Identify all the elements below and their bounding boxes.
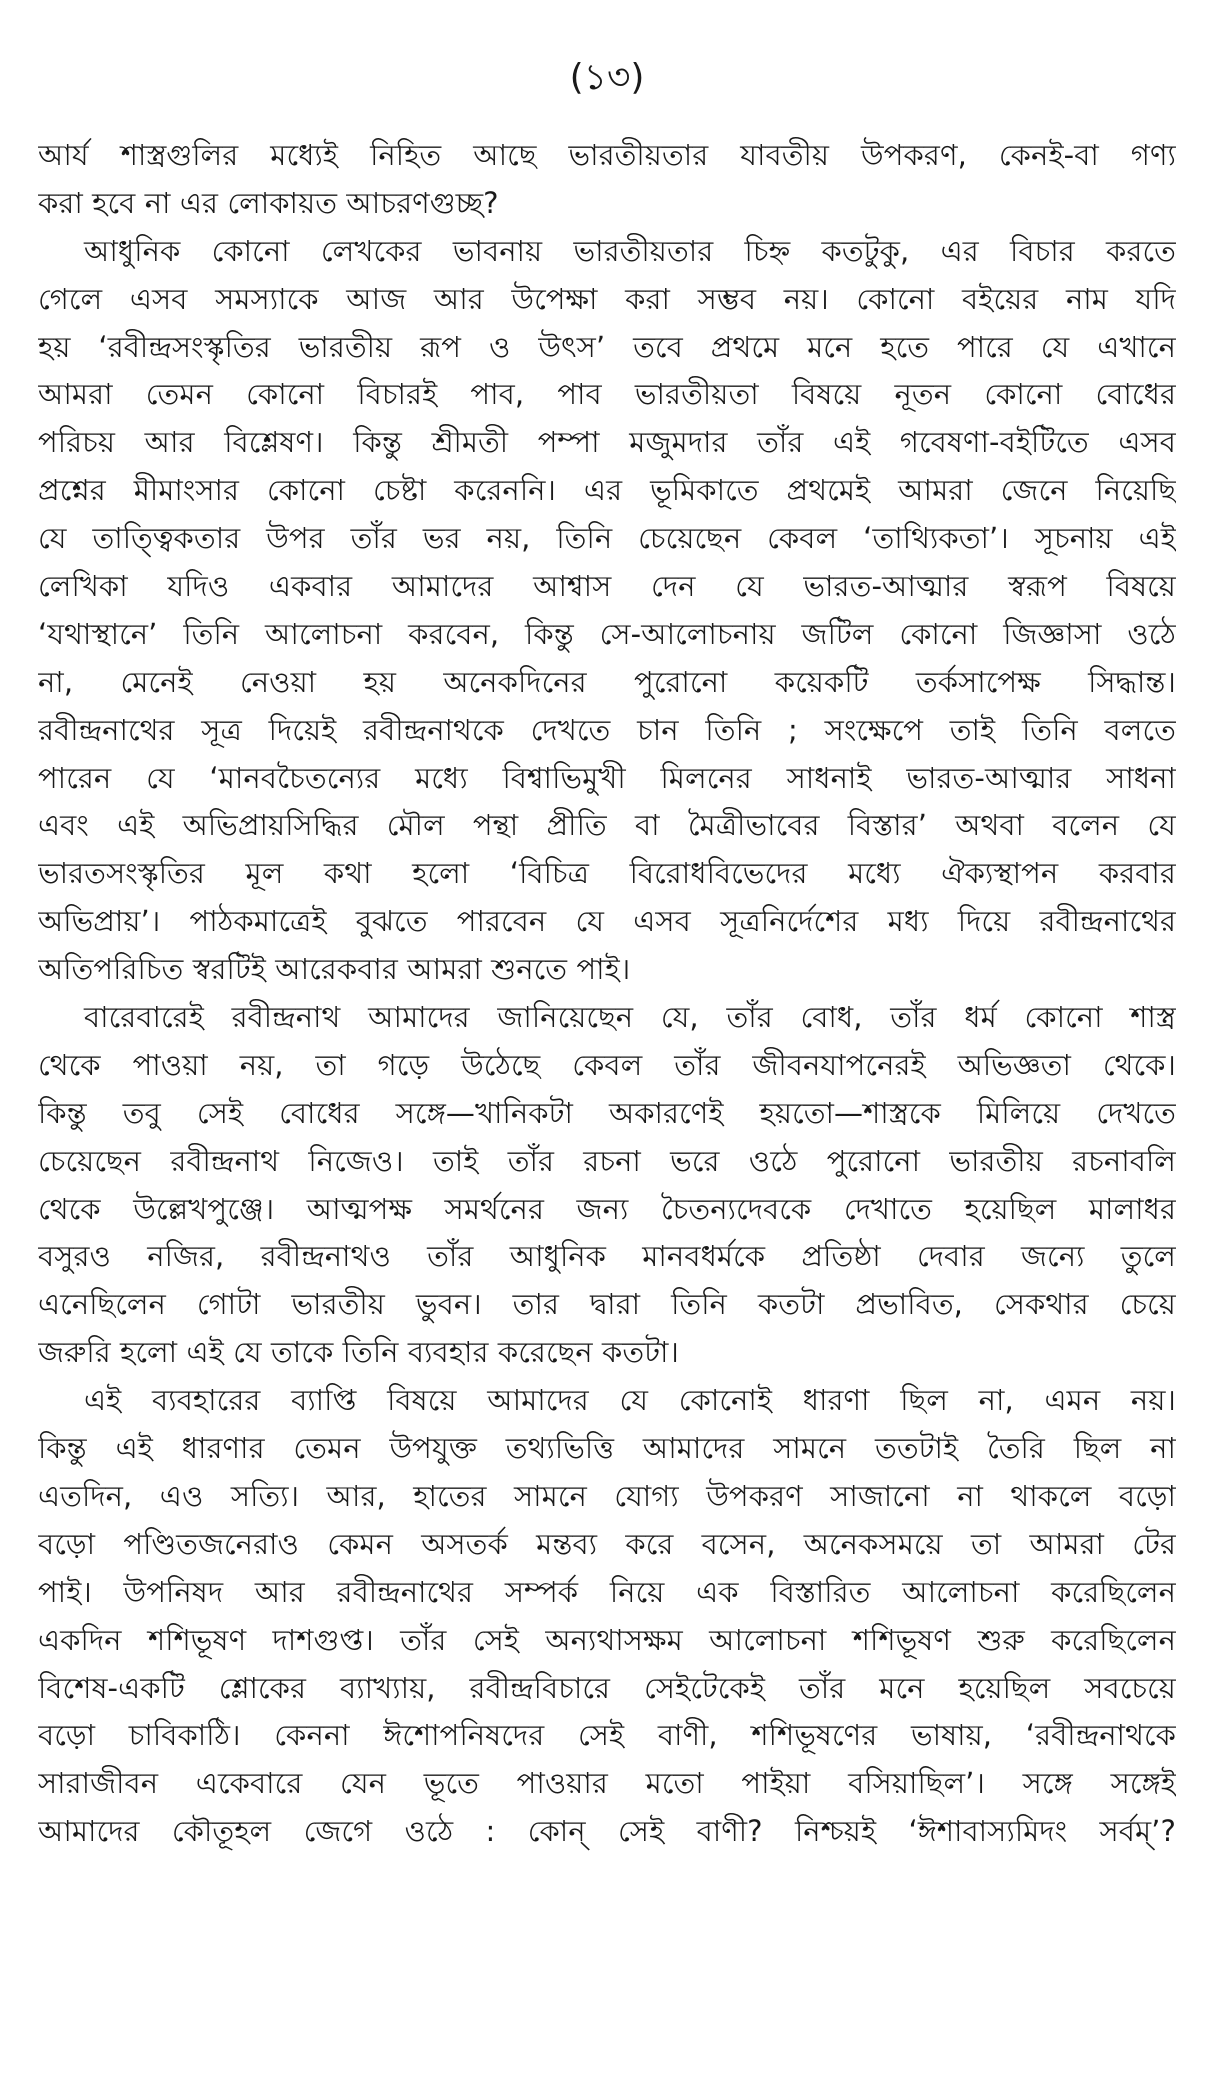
text-line: পরিচয় আর বিশ্লেষণ। কিন্তু শ্রীমতী পম্পা মজুমদার তাঁর এই গবেষণা-বইটিতে এসব [38,425,1176,460]
text-line: আর্য শাস্ত্রগুলির মধ্যেই নিহিত আছে ভারতীয়তার যাবতীয় উপকরণ, কেনই-বা গণ্য [38,138,1176,172]
text-line: ‘যথাস্থানে’ তিনি আলোচনা করবেন, কিন্তু সে-আলোচনায় জটিল কোনো জিজ্ঞাসা ওঠে [38,616,1176,651]
text-line: হয় ‘রবীন্দ্রসংস্কৃতির ভারতীয় রূপ ও উৎস’ তবে প্রথমে মনে হতে পারে যে এখানে [38,329,1176,364]
text-line: এবং এই অভিপ্রায়সিদ্ধির মৌল পন্থা প্রীতি বা মৈত্রীভাবের বিস্তার’ অথবা বলেন যে [38,808,1176,843]
text-line: প্রশ্নের মীমাংসার কোনো চেষ্টা করেননি। এর ভূমিকাতে প্রথমেই আমরা জেনে নিয়েছি [38,473,1176,508]
text-line: ভারতসংস্কৃতির মূল কথা হলো ‘বিচিত্র বিরোধবিভেদের মধ্যে ঐক্যস্থাপন করবার [38,856,1176,891]
paragraph-first-line: আধুনিক কোনো লেখকের ভাবনায় ভারতীয়তার চিহ্ন কতটুকু, এর বিচার করতে [84,233,1176,268]
text-line: বিশেষ-একটি শ্লোকের ব্যাখ্যায়, রবীন্দ্রবিচারে সেইটেকেই তাঁর মনে হয়েছিল সবচেয়ে [38,1670,1176,1705]
text-line: গেলে এসব সমস্যাকে আজ আর উপেক্ষা করা সম্ভব নয়। কোনো বইয়ের নাম যদি [38,281,1176,316]
text-line: একদিন শশিভূষণ দাশগুপ্ত। তাঁর সেই অন্যথাসক্ষম আলোচনা শশিভূষণ শুরু করেছিলেন [38,1622,1176,1657]
text-line: লেখিকা যদিও একবার আমাদের আশ্বাস দেন যে ভারত-আত্মার স্বরূপ বিষয়ে [38,569,1176,604]
text-line: এতদিন, এও সত্যি। আর, হাতের সামনে যোগ্য উপকরণ সাজানো না থাকলে বড়ো [38,1478,1176,1513]
text-line: যে তাত্ত্বিকতার উপর তাঁর ভর নয়, তিনি চেয়েছেন কেবল ‘তাথ্যিকতা’। সূচনায় এই [38,521,1176,556]
text-line: বড়ো পণ্ডিতজনেরাও কেমন অসতর্ক মন্তব্য করে বসেন, অনেকসময়ে তা আমরা টের [38,1526,1176,1561]
text-line: রবীন্দ্রনাথের সূত্র দিয়েই রবীন্দ্রনাথকে দেখতে চান তিনি ; সংক্ষেপে তাই তিনি বলতে [38,712,1176,747]
text-line: অভিপ্রায়’। পাঠকমাত্রেই বুঝতে পারবেন যে এসব সূত্রনির্দেশের মধ্য দিয়ে রবীন্দ্রনাথের [38,904,1176,939]
text-line: এনেছিলেন গোটা ভারতীয় ভুবন। তার দ্বারা তিনি কতটা প্রভাবিত, সেকথার চেয়ে [38,1287,1176,1322]
text-line: করা হবে না এর লোকায়ত আচরণগুচ্ছ? [38,185,499,220]
text-line: থেকে উল্লেখপুঞ্জে। আত্মপক্ষ সমর্থনের জন্য চৈতন্যদেবকে দেখাতে হয়েছিল মালাধর [38,1191,1176,1226]
text-line: চেয়েছেন রবীন্দ্রনাথ নিজেও। তাই তাঁর রচনা ভরে ওঠে পুরোনো ভারতীয় রচনাবলি [38,1143,1176,1178]
text-line: পাই। উপনিষদ আর রবীন্দ্রনাথের সম্পর্ক নিয়ে এক বিস্তারিত আলোচনা করেছিলেন [38,1574,1176,1609]
text-line: কিন্তু তবু সেই বোধের সঙ্গে—খানিকটা অকারণেই হয়তো—শাস্ত্রকে মিলিয়ে দেখতে [38,1095,1176,1130]
text-line: বসুরও নজির, রবীন্দ্রনাথও তাঁর আধুনিক মানবধর্মকে প্রতিষ্ঠা দেবার জন্যে তুলে [38,1239,1176,1274]
page-number: (১৩) [569,57,645,98]
text-line: থেকে পাওয়া নয়, তা গড়ে উঠেছে কেবল তাঁর জীবনযাপনেরই অভিজ্ঞতা থেকে। [38,1047,1176,1082]
paragraph-first-line: বারেবারেই রবীন্দ্রনাথ আমাদের জানিয়েছেন যে, তাঁর বোধ, তাঁর ধর্ম কোনো শাস্ত্র [84,1000,1176,1035]
text-line: পারেন যে ‘মানবচৈতন্যের মধ্যে বিশ্বাভিমুখী মিলনের সাধনাই ভারত-আত্মার সাধনা [38,760,1176,795]
text-line: না, মেনেই নেওয়া হয় অনেকদিনের পুরোনো কয়েকটি তর্কসাপেক্ষ সিদ্ধান্ত। [38,664,1176,699]
text-line: আমাদের কৌতূহল জেগে ওঠে : কোন্ সেই বাণী? নিশ্চয়ই ‘ঈশাবাস্যমিদং সর্বম্’? [38,1814,1176,1849]
text-line: অতিপরিচিত স্বরটিই আরেকবার আমরা শুনতে পাই। [38,952,631,987]
text-line: বড়ো চাবিকাঠি। কেননা ঈশোপনিষদের সেই বাণী, শশিভূষণের ভাষায়, ‘রবীন্দ্রনাথকে [38,1718,1176,1753]
text-line: কিন্তু এই ধারণার তেমন উপযুক্ত তথ্যভিত্তি আমাদের সামনে ততটাই তৈরি ছিল না [38,1431,1176,1466]
text-line: সারাজীবন একেবারে যেন ভূতে পাওয়ার মতো পাইয়া বসিয়াছিল’। সঙ্গে সঙ্গেই [38,1766,1176,1801]
body-text [38,132,1176,1856]
paragraph-first-line: এই ব্যবহারের ব্যাপ্তি বিষয়ে আমাদের যে কোনোই ধারণা ছিল না, এমন নয়। [84,1383,1176,1418]
text-line: জরুরি হলো এই যে তাকে তিনি ব্যবহার করেছেন কতটা। [38,1335,680,1370]
text-line: আমরা তেমন কোনো বিচারই পাব, পাব ভারতীয়তা বিষয়ে নূতন কোনো বোধের [38,377,1176,412]
